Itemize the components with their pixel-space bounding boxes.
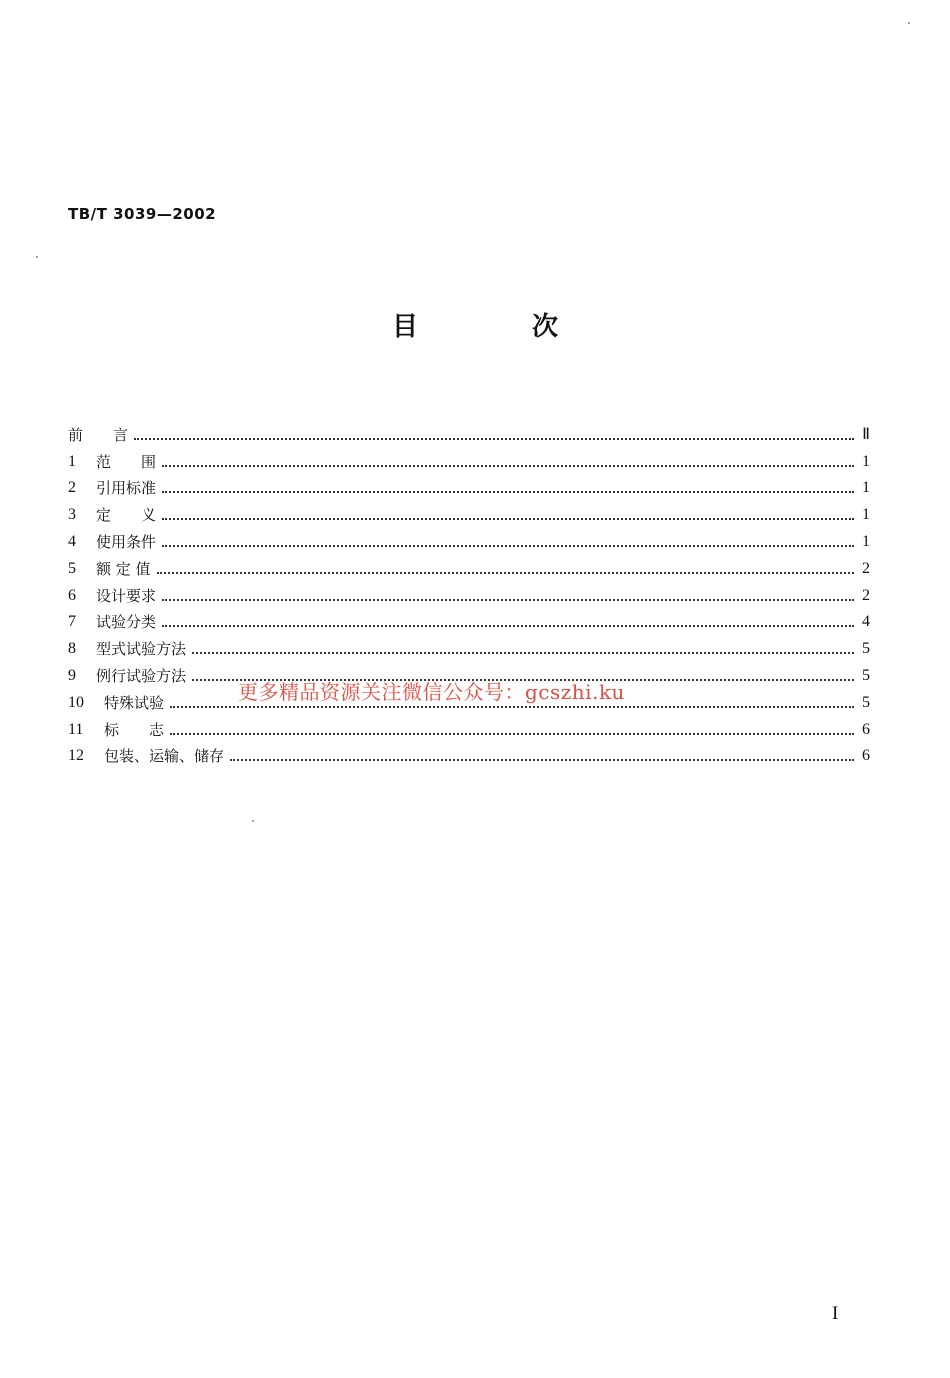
toc-leader-dots xyxy=(157,572,854,574)
toc-leader-dots xyxy=(162,518,854,520)
toc-leader-dots xyxy=(192,652,854,654)
toc-page: 1 xyxy=(862,532,870,550)
toc-label: 额 定 值 xyxy=(96,559,151,578)
page-title: 目 次 xyxy=(391,312,602,342)
toc-leader-dots xyxy=(162,545,854,547)
toc-entry-1[interactable] xyxy=(68,445,870,472)
toc-leader-dots xyxy=(134,438,854,440)
toc-number: 8 xyxy=(68,640,76,658)
toc-leader-dots xyxy=(170,706,854,708)
watermark-text: 更多精品资源关注微信公众号：gcszhi.ku xyxy=(238,680,625,704)
toc-page: 1 xyxy=(862,479,870,497)
toc-leader-dots xyxy=(170,733,854,735)
toc-page: 5 xyxy=(862,640,870,658)
toc-label: 例行试验方法 xyxy=(96,666,187,685)
toc-entry-4[interactable] xyxy=(68,525,870,552)
table-of-contents xyxy=(68,418,870,766)
toc-leader-dots xyxy=(162,465,854,467)
toc-number: 10 xyxy=(68,693,84,711)
toc-label: 型式试验方法 xyxy=(96,640,187,659)
toc-label: 标 志 xyxy=(104,720,165,739)
toc-number: 3 xyxy=(68,506,76,524)
toc-entry-3[interactable] xyxy=(68,498,870,525)
toc-label: 范 围 xyxy=(96,452,157,471)
toc-leader-dots xyxy=(162,625,854,627)
standard-code: TB/T 3039—2002 xyxy=(68,205,217,223)
toc-label: 前 言 xyxy=(68,425,129,444)
toc-page: 5 xyxy=(862,666,870,684)
toc-leader-dots xyxy=(162,599,854,601)
scan-speck xyxy=(908,22,910,24)
toc-label: 设计要求 xyxy=(96,586,157,605)
toc-number: 11 xyxy=(68,720,84,738)
toc-page: 1 xyxy=(862,506,870,524)
toc-page: 6 xyxy=(862,720,870,738)
toc-number: 5 xyxy=(68,559,76,577)
toc-number: 2 xyxy=(68,479,76,497)
toc-label: 试验分类 xyxy=(96,613,157,632)
toc-page: 6 xyxy=(862,747,870,765)
toc-page: 1 xyxy=(862,452,870,470)
toc-leader-dots xyxy=(162,491,854,493)
toc-number: 4 xyxy=(68,532,76,550)
toc-entry-7[interactable] xyxy=(68,606,870,633)
toc-entry-11[interactable] xyxy=(68,713,870,740)
toc-label: 特殊试验 xyxy=(104,693,165,712)
toc-number: 1 xyxy=(68,452,76,470)
toc-page: Ⅱ xyxy=(862,425,870,443)
toc-leader-dots xyxy=(230,759,854,761)
toc-label: 使用条件 xyxy=(96,532,157,551)
toc-entry-5[interactable] xyxy=(68,552,870,579)
toc-label: 定 义 xyxy=(96,506,157,525)
toc-label: 引用标准 xyxy=(96,479,157,498)
page-number: I xyxy=(832,1303,839,1324)
toc-entry-12[interactable] xyxy=(68,740,870,767)
toc-number: 9 xyxy=(68,666,76,684)
toc-page: 4 xyxy=(862,613,870,631)
toc-page: 5 xyxy=(862,693,870,711)
toc-entry-preface[interactable] xyxy=(68,418,870,445)
scan-speck xyxy=(252,820,254,822)
toc-number: 6 xyxy=(68,586,76,604)
toc-entry-2[interactable] xyxy=(68,472,870,499)
toc-page: 2 xyxy=(862,559,870,577)
toc-label: 包装、运输、储存 xyxy=(104,747,225,766)
toc-number: 7 xyxy=(68,613,76,631)
toc-entry-8[interactable] xyxy=(68,632,870,659)
toc-page: 2 xyxy=(862,586,870,604)
toc-number: 12 xyxy=(68,747,84,765)
toc-entry-6[interactable] xyxy=(68,579,870,606)
scan-speck xyxy=(36,256,38,258)
